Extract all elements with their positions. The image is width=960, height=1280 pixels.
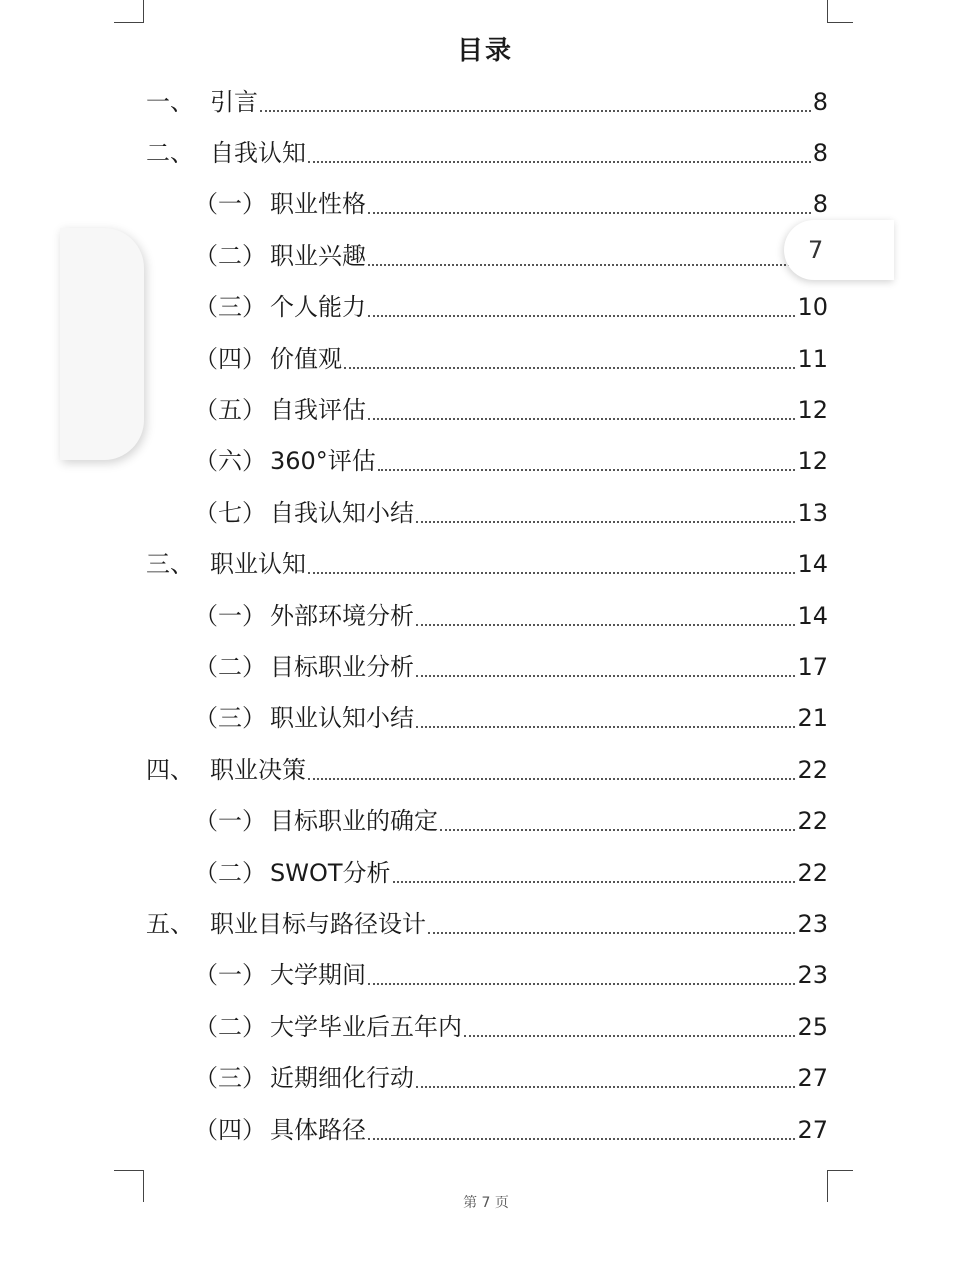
toc-entry[interactable]: [0, 384, 960, 435]
toc-entry-number: （二）: [194, 652, 266, 681]
toc-entry-page: 17: [797, 652, 828, 681]
dot-leader: [416, 726, 795, 728]
toc-entry-number: （二）: [194, 1012, 266, 1041]
toc-entry-title: 近期细化行动: [270, 1064, 414, 1093]
toc-entry-page: 27: [797, 1115, 828, 1144]
toc-entry-number: （六）: [194, 447, 266, 476]
crop-mark-top-right-v: [827, 0, 828, 22]
toc-entry-number: （三）: [194, 704, 266, 733]
dot-leader: [416, 624, 795, 626]
toc-entry-number: （三）: [194, 1064, 266, 1093]
toc-entry-page: 14: [797, 550, 828, 579]
dot-leader: [368, 1138, 795, 1140]
toc-entry-title: 个人能力: [270, 293, 366, 322]
toc-entry[interactable]: [0, 744, 960, 795]
toc-entry[interactable]: [0, 127, 960, 178]
toc-entry-page: 21: [797, 704, 828, 733]
toc-entry[interactable]: [0, 693, 960, 744]
page-number-badge[interactable]: 7: [784, 220, 894, 280]
dot-leader: [464, 1035, 795, 1037]
dot-leader: [308, 572, 795, 574]
toc-entry-page: 11: [797, 344, 828, 373]
toc-entry-number: 四、: [146, 755, 194, 784]
toc-entry[interactable]: [0, 1104, 960, 1155]
toc-entry-page: 22: [797, 755, 828, 784]
toc-entry-title: 职业决策: [210, 755, 306, 784]
dot-leader: [368, 212, 811, 214]
toc-entry-page: 12: [797, 447, 828, 476]
toc-entry-title: SWOT分析: [270, 858, 391, 887]
toc-entry-number: 二、: [146, 139, 194, 168]
toc-entry-page: 8: [812, 139, 828, 168]
toc-entry[interactable]: [0, 795, 960, 846]
toc-entry-title: 具体路径: [270, 1115, 366, 1144]
dot-leader: [308, 161, 811, 163]
toc-entry-page: 22: [797, 807, 828, 836]
toc-entry-number: 三、: [146, 550, 194, 579]
toc-entry-title: 职业认知小结: [270, 704, 414, 733]
toc-entry-page: 22: [797, 858, 828, 887]
toc-entry[interactable]: [0, 539, 960, 590]
toc-entry-number: （二）: [194, 858, 266, 887]
dot-leader: [344, 367, 795, 369]
toc-entry-number: （四）: [194, 1115, 266, 1144]
toc-entry-page: 27: [797, 1064, 828, 1093]
dot-leader: [378, 469, 796, 471]
toc-entry-title: 目标职业的确定: [270, 807, 438, 836]
toc-entry-number: （二）: [194, 241, 266, 270]
toc-entry-page: 23: [797, 909, 828, 938]
toc-entry-title: 职业认知: [210, 550, 306, 579]
crop-mark-bottom-right-h: [827, 1170, 853, 1171]
toc-entry[interactable]: [0, 282, 960, 333]
toc-entry-title: 职业兴趣: [270, 241, 366, 270]
toc-entry-title: 职业目标与路径设计: [210, 909, 426, 938]
toc-entry-title: 大学毕业后五年内: [270, 1012, 462, 1041]
toc-entry-number: （一）: [194, 601, 266, 630]
toc-entry-number: （三）: [194, 293, 266, 322]
toc-entry[interactable]: [0, 1052, 960, 1103]
toc-entry-number: 五、: [146, 909, 194, 938]
toc-entry[interactable]: [0, 847, 960, 898]
toc-entry-page: 12: [797, 396, 828, 425]
toc-entry-number: （四）: [194, 344, 266, 373]
dot-leader: [308, 778, 795, 780]
toc-entry-number: （一）: [194, 190, 266, 219]
toc-entry-title: 价值观: [270, 344, 342, 373]
toc-entry-title: 自我认知: [210, 139, 306, 168]
dot-leader: [416, 1086, 795, 1088]
toc-entry[interactable]: [0, 333, 960, 384]
toc-entry-number: （五）: [194, 396, 266, 425]
dot-leader: [428, 932, 795, 934]
dot-leader: [368, 418, 795, 420]
toc-entry-page: 10: [797, 293, 828, 322]
dot-leader: [416, 675, 795, 677]
toc-entry[interactable]: [0, 76, 960, 127]
toc-entry-title: 大学期间: [270, 961, 366, 990]
toc-entry-title: 自我评估: [270, 396, 366, 425]
dot-leader: [368, 983, 795, 985]
crop-mark-bottom-left-h: [114, 1170, 144, 1171]
toc-entry-title: 目标职业分析: [270, 652, 414, 681]
dot-leader: [440, 829, 795, 831]
dot-leader: [368, 264, 826, 266]
toc-entry-title: 引言: [210, 87, 258, 116]
crop-mark-top-right-h: [827, 22, 853, 23]
toc-entry-number: 一、: [146, 87, 194, 116]
toc-entry[interactable]: [0, 898, 960, 949]
toc-entry-page: 25: [797, 1012, 828, 1041]
dot-leader: [393, 881, 796, 883]
toc-entry-title: 职业性格: [270, 190, 366, 219]
toc-entry-title: 360°评估: [270, 447, 376, 476]
toc-entry[interactable]: [0, 950, 960, 1001]
toc-entry[interactable]: [0, 436, 960, 487]
toc-entry-title: 自我认知小结: [270, 498, 414, 527]
crop-mark-top-left-v: [143, 0, 144, 22]
toc-entry[interactable]: [0, 487, 960, 538]
page-title: 目录: [456, 36, 513, 66]
toc-entry-page: 14: [797, 601, 828, 630]
toc-entry-page: 23: [797, 961, 828, 990]
page-footer: 第 7 页: [463, 1195, 509, 1211]
toc-entry[interactable]: [0, 1001, 960, 1052]
toc-entry[interactable]: [0, 590, 960, 641]
dot-leader: [260, 110, 811, 112]
toc-entry-number: （七）: [194, 498, 266, 527]
toc-entry-title: 外部环境分析: [270, 601, 414, 630]
toc-entry-number: （一）: [194, 961, 266, 990]
toc-entry[interactable]: [0, 641, 960, 692]
toc-entry-number: （一）: [194, 807, 266, 836]
toc-entry-page: 8: [812, 190, 828, 219]
toc-entry-page: 13: [797, 498, 828, 527]
dot-leader: [368, 315, 795, 317]
toc-entry-page: 8: [812, 87, 828, 116]
dot-leader: [416, 521, 795, 523]
crop-mark-top-left-h: [114, 22, 144, 23]
